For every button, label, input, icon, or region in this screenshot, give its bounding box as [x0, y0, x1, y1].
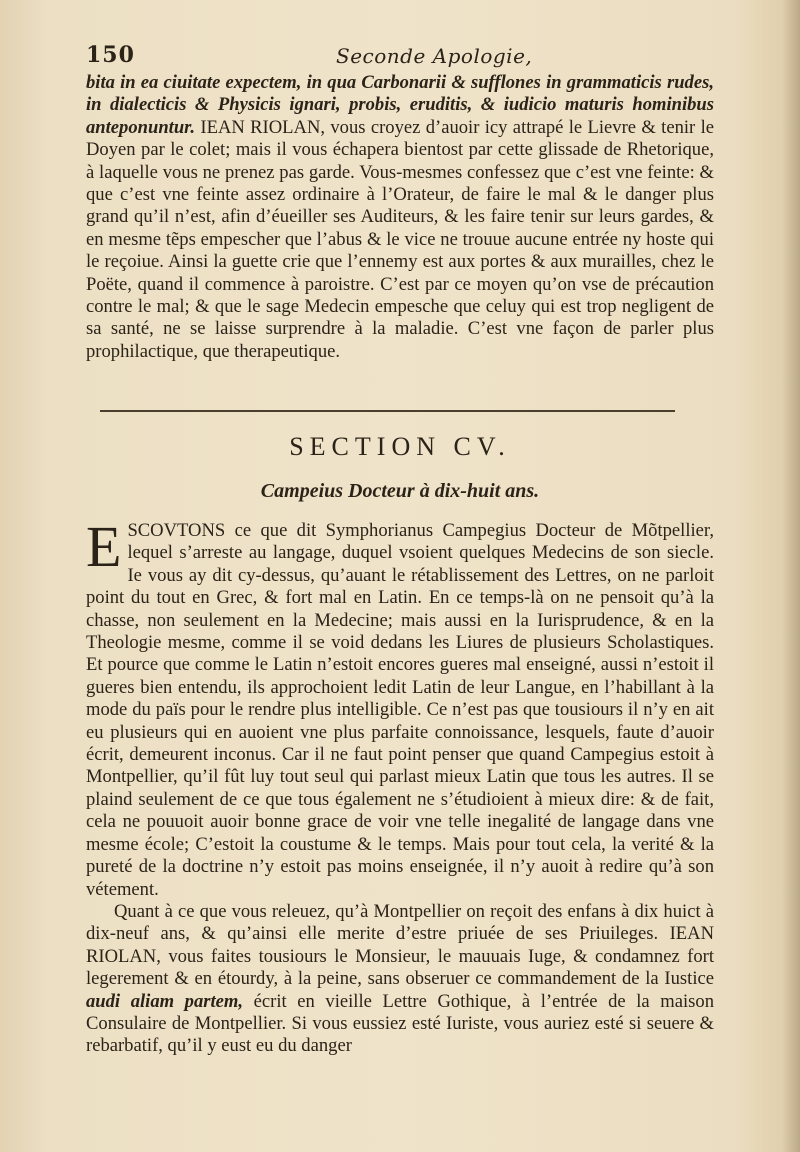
section-subtitle: Campeius Docteur à dix-huit ans.: [260, 480, 540, 502]
running-title: Seconde Apologie,: [336, 44, 533, 68]
page-header: [86, 40, 714, 70]
drop-cap: E: [86, 514, 122, 579]
section-body: [86, 514, 714, 1058]
section-heading: SECTION CV.: [289, 432, 511, 461]
latin-maxim: audi aliam partem,: [86, 990, 244, 1012]
paragraph-text: IEAN RIOLAN, vous croyez d’auoir icy attrapé le Lievre & tenir le Doyen par le colet; mais il vous échapera bientost par cette glissade de Rhetorique, à laquelle vous ne prenez pas garde. Vous-mesmes confessez que c’est vne feinte: & que c’est vne feinte assez ordinaire à l’Orateur, de faire le mal & le danger plus grand qu’il n’est, afin d’éueiller ses Auditeurs, & les faire tenir sur leurs gardes, & en mesme tẽps empescher que l’abus & le vice ne trouue aucune entrée ny hoste qui le reçoiue. Ainsi la guette crie que l’ennemy est aux portes & aux murailles, chez le Poëte, quand il commence à paroistre. C’est par ce moyen qu’on vse de précaution contre le mal; & que le sage Medecin empesche que celuy qui est trop negligent de sa santé, ne se laisse surprendre à la maladie. C’est vne façon de parler plus prophilactique, que therapeutique.: [86, 116, 714, 362]
paragraph-2-text-a: Quant à ce que vous releuez, qu’à Montpellier on reçoit des enfans à dix huict à dix-neuf ans, & qu’ainsi elle merite d’estre priuée de ses Priuileges. IEAN RIOLAN, vous faites tousiours le Monsieur, le mauuais Iuge, & condamnez fort legerement & en étourdy, à la peine, sans obseruer ce commandement de la Iustice: [86, 900, 714, 990]
latin-quotation: bita in ea ciuitate expectem, in qua Carbonarii & sufflones in grammaticis rudes, in dialecticis & Physicis ignari, probis, eruditis, & iudicio maturis hominibus anteponuntur.: [86, 72, 714, 138]
paragraph-2-text-b: écrit en vieille Lettre Gothique, à l’entrée de la maison Consulaire de Montpellier. Si vous eussiez esté Iuriste, vous auriez esté si seuere & rebarbatif, qu’il y eust eu du danger: [86, 990, 714, 1057]
page-number: 150: [86, 42, 135, 68]
section-divider: [100, 410, 675, 412]
paragraph-1: [86, 514, 714, 901]
page-edge-shadow: [782, 0, 800, 1152]
paragraph-1-text: SCOVTONS ce que dit Symphorianus Campegius Docteur de Mõtpellier, lequel s’arreste au langage, duquel vsoient quelques Medecins de son siecle. Ie vous ay dit cy-dessus, qu’auant le rétablissement des Lettres, on ne parloit point du tout en Grec, & fort mal en Latin. En ce temps-là on ne pensoit qu’à la chasse, non seulement en la Medecine; mais aussi en la Iurisprudence, & en la Theologie mesme, comme il se void dedans les Liures de plusieurs Scholastiques. Et pource que comme le Latin n’estoit encores gueres mal enseigné, aussi n’estoit il gueres bien entendu, ils approchoient ledit Latin de leur Langue, en l’habillant à la mode du païs pour le rendre plus intelligible. Ce n’est pas que tousiours il n’y en ait eu plusieurs qui en auoient vne plus parfaite connoissance, lesquels, faute d’auoir écrit, demeurent inconus. Car il ne faut point penser que quand Campegius estoit à Montpellier, qu’il fût luy tout seul qui parlast mieux Latin que tous les autres. Il se plaind seulement de ce que tous également ne s’étudioient à mieux dire: & de fait, cela ne pouuoit auoir bonne grace de voir vne telle inegalité de langage dans vne mesme école; C’estoit la coustume & le temps. Mais pour tout cela, la verité & la pureté de la doctrine n’y estoit pas moins enseignée, il n’y auoit à redire qu’à son vétement.: [86, 520, 714, 900]
paragraph-2: [86, 901, 714, 1058]
continued-paragraph: [86, 72, 714, 363]
